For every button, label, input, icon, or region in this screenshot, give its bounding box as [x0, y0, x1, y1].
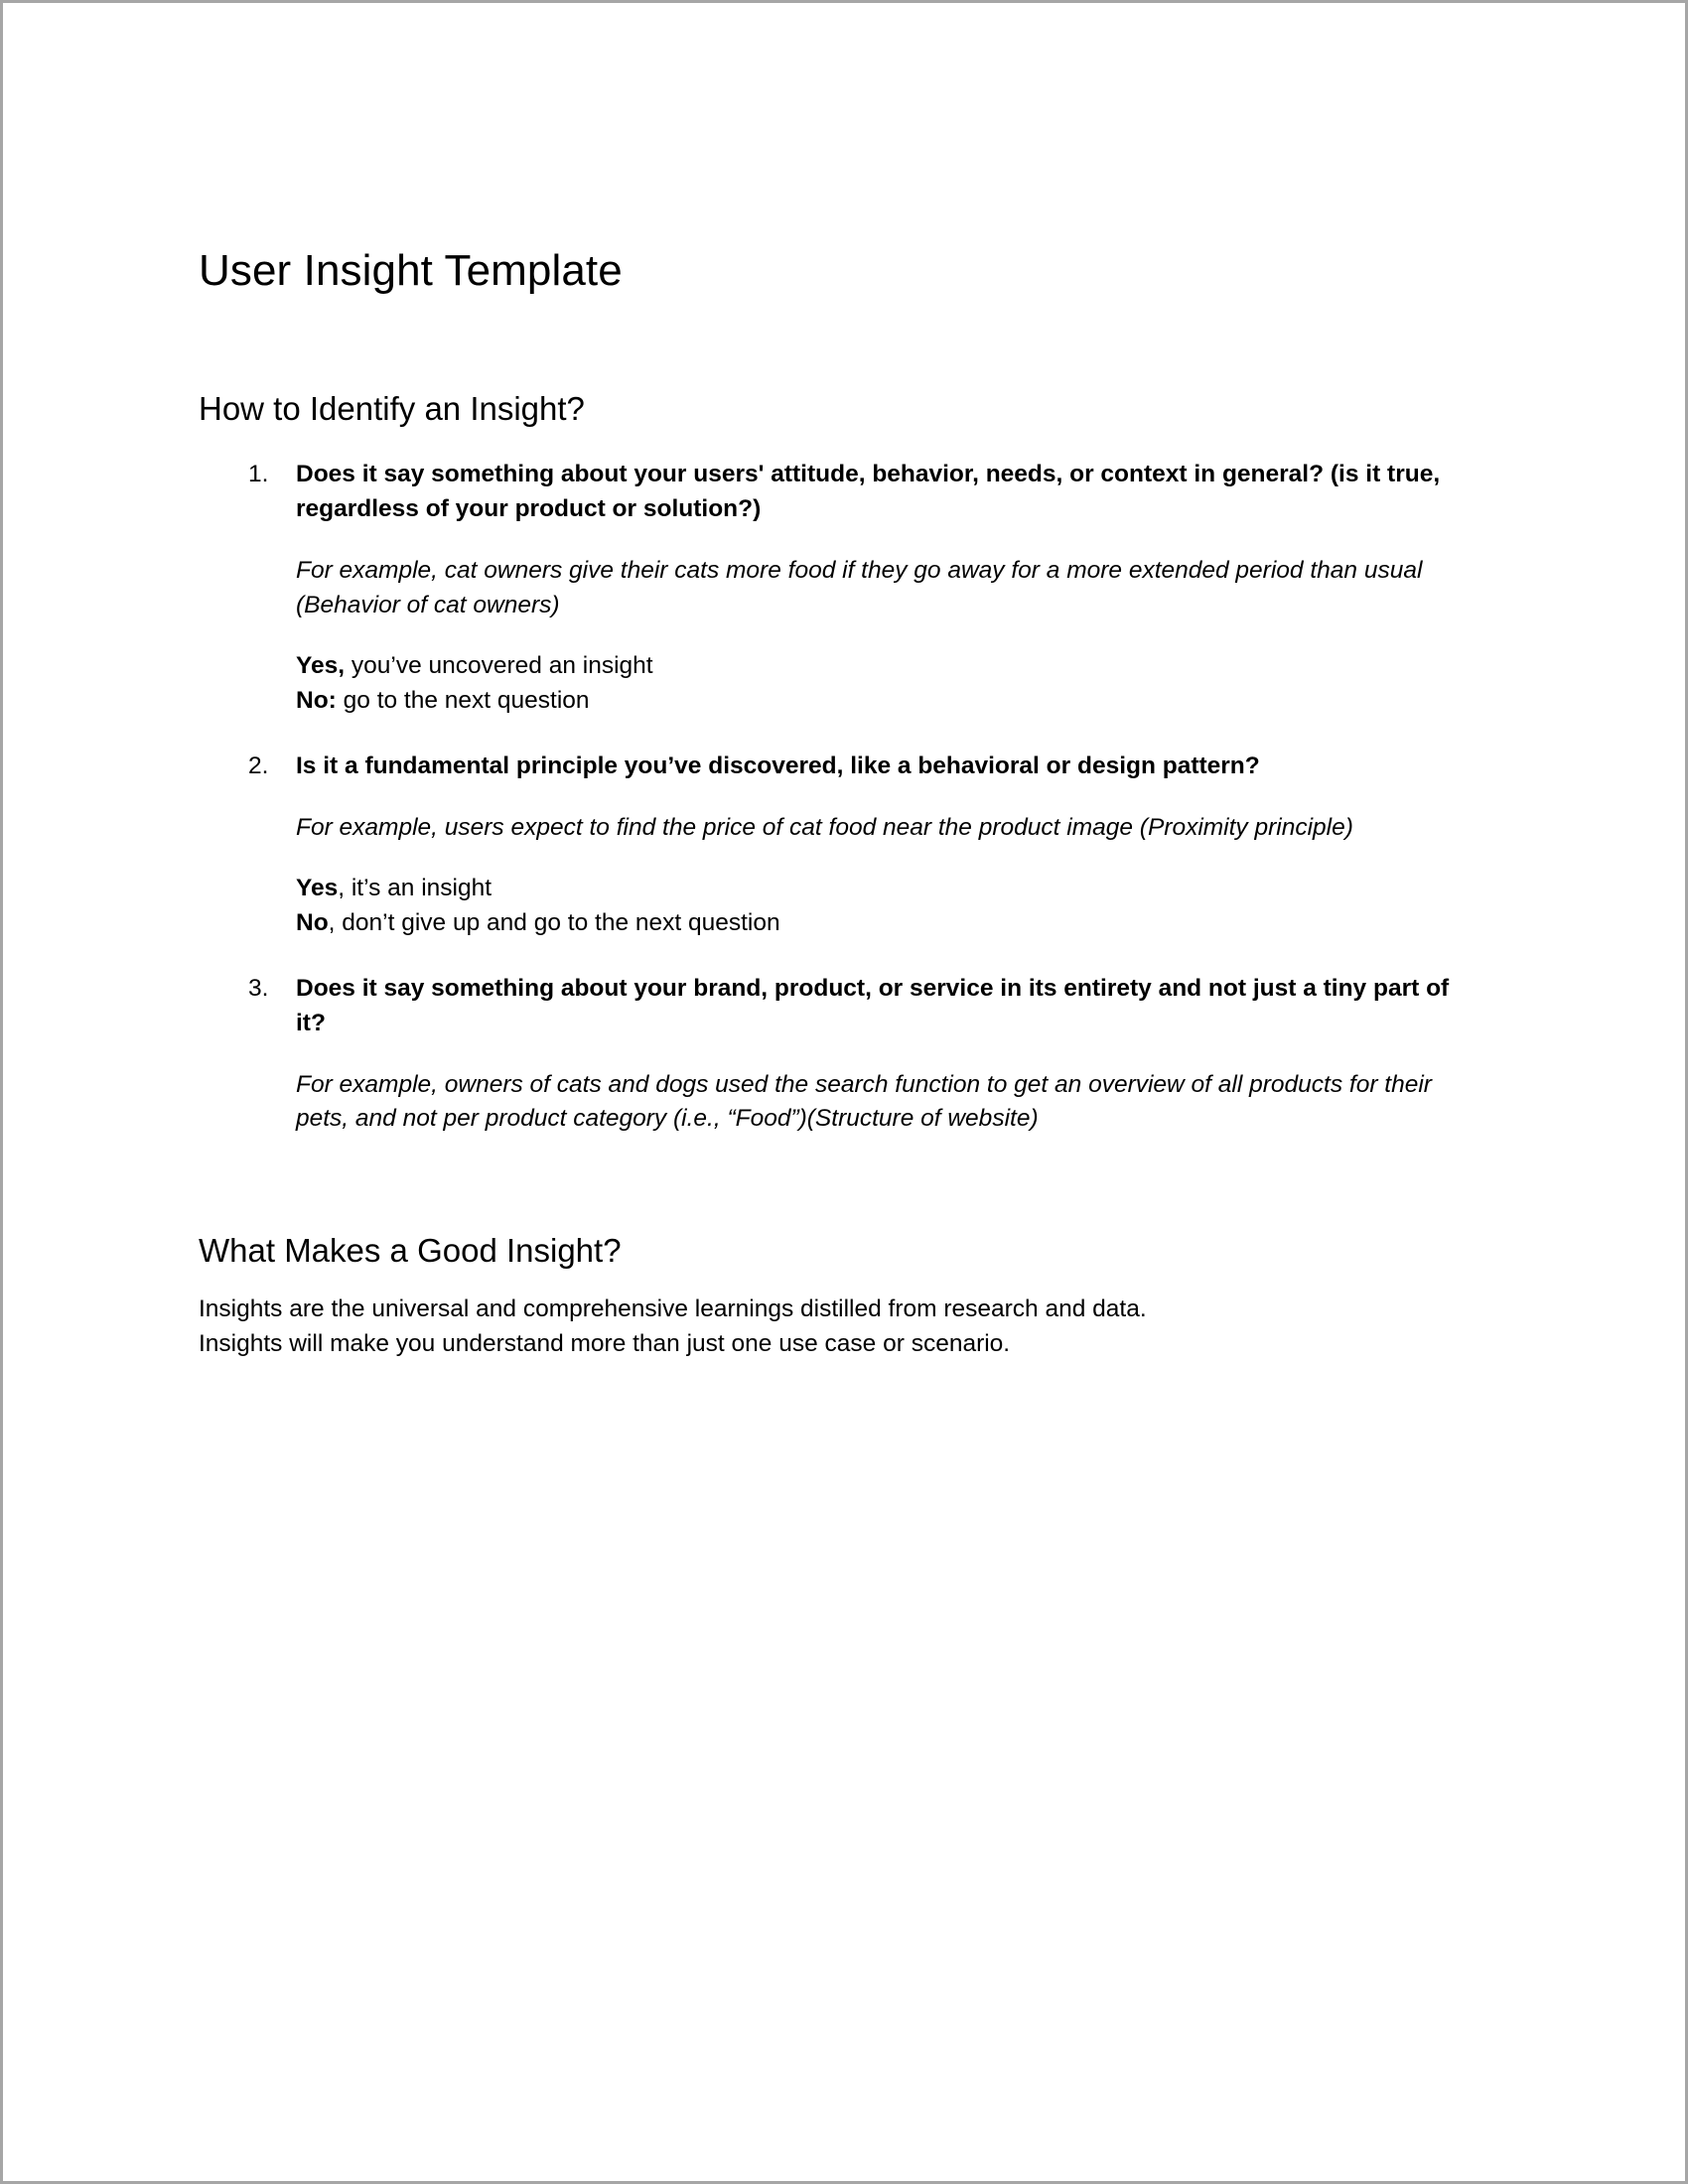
answer-line-yes [296, 872, 1470, 906]
list-item-example: For example, cat owners give their cats more food if they go away for a more extended period than usual (Behavior of cat owners) [296, 556, 1423, 618]
list-item-question: Does it say something about your users' attitude, behavior, needs, or context in general? (is it true, regardless of your product or solution?) [296, 461, 1441, 522]
list-item-marker: 2. [248, 751, 269, 779]
section-heading-how-to-identify: How to Identify an Insight? [199, 389, 585, 427]
list-item-question: Is it a fundamental principle you’ve discovered, like a behavioral or design pattern? [296, 751, 1260, 779]
answer-text-yes: , it’s an insight [338, 875, 492, 902]
answer-line-no [296, 906, 1470, 941]
list-item-marker: 1. [248, 461, 269, 488]
answer-text-yes: you’ve uncovered an insight [345, 652, 653, 680]
list-item-answers [296, 622, 1470, 719]
list-item [199, 972, 1470, 1137]
document-content [199, 3, 1470, 1361]
answer-key-yes: Yes [296, 875, 339, 902]
answer-key-no: No [296, 909, 329, 937]
list-item-example: For example, users expect to find the price of cat food near the product image (Proximity principle) [296, 813, 1353, 841]
body-line: Insights will make you understand more than just one use case or scenario. [199, 1329, 1011, 1357]
answer-text-no: go to the next question [336, 687, 590, 715]
answer-text-no: , don’t give up and go to the next question [328, 909, 780, 937]
list-item-answers [296, 845, 1470, 941]
answer-key-yes: Yes, [296, 652, 346, 680]
answer-line-yes [296, 649, 1470, 684]
list-item [199, 458, 1470, 719]
list-item-marker: 3. [248, 975, 269, 1002]
answer-key-no: No: [296, 687, 337, 715]
body-line: Insights are the universal and comprehensive learnings distilled from research and data. [199, 1295, 1147, 1322]
list-item [199, 750, 1470, 941]
section-body [199, 1271, 1470, 1362]
list-item-example: For example, owners of cats and dogs used the search function to get an overview of all products for their pets, and not per product category (i.e., “Food”)(Structure of website) [296, 1070, 1432, 1133]
answer-line-no [296, 684, 1470, 719]
section-heading-what-makes-good: What Makes a Good Insight? [199, 1232, 622, 1270]
list-item-question: Does it say something about your brand, product, or service in its entirety and not just a tiny part of it? [296, 975, 1450, 1036]
page-title: User Insight Template [199, 246, 623, 295]
insight-question-list [199, 458, 1470, 1137]
